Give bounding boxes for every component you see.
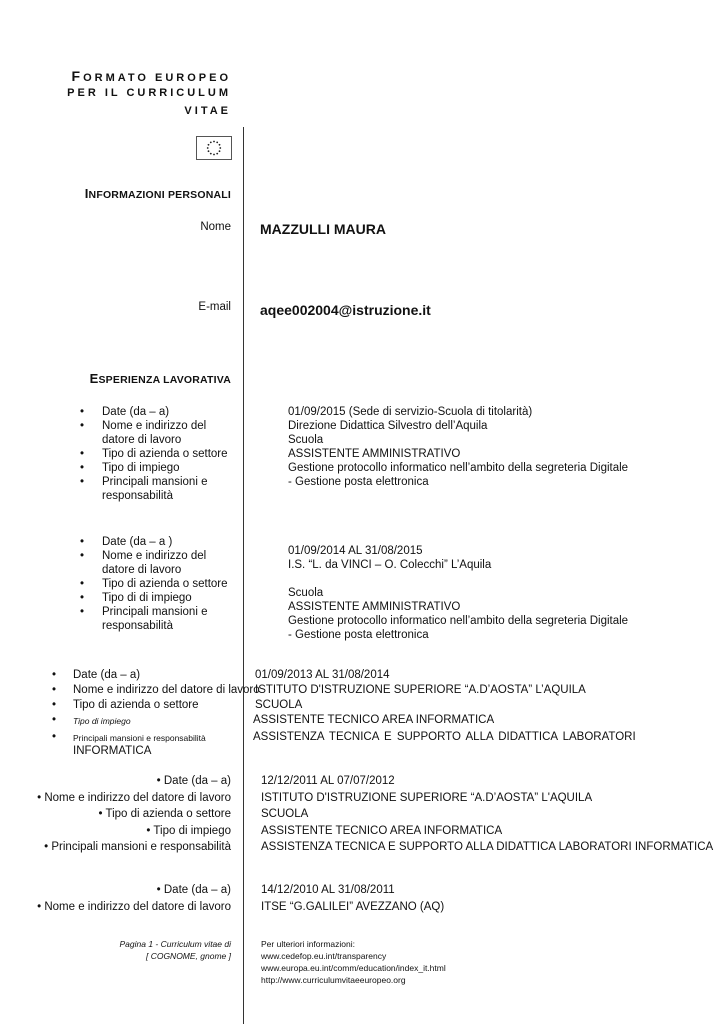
job-3-row-employer: •	[52, 684, 57, 696]
job-2-values	[288, 544, 628, 642]
column-divider	[243, 127, 244, 1024]
job-5-label-employer: • Nome e indirizzo del datore di lavoro	[37, 901, 231, 913]
job-3-row-sector: •	[52, 699, 57, 711]
job-4-value-sector: SCUOLA	[261, 808, 309, 820]
job-4-value-type: ASSISTENTE TECNICO AREA INFORMATICA	[261, 825, 503, 837]
section-cap: I	[84, 186, 89, 201]
job-4-label-duties: • Principali mansioni e responsabilità	[44, 841, 231, 853]
job-3-label-date: Date (da – a)	[73, 669, 141, 681]
job-1-values	[288, 405, 628, 489]
label-employer: • Nome e indirizzo del datore di lavoro	[80, 419, 230, 447]
job-4-value-employer: ISTITUTO D'ISTRUZIONE SUPERIORE “A.D’AOSTA” L'AQUILA	[261, 792, 593, 804]
job-3-row-type: •	[52, 714, 57, 726]
cv-title-line-1	[72, 68, 232, 84]
job-2-duties: Gestione protocollo informatico nell’ambito della segreteria Digitale	[288, 615, 629, 627]
job-4-label-employer: • Nome e indirizzo del datore di lavoro	[37, 792, 231, 804]
job-4-label-sector: • Tipo di azienda o settore	[98, 808, 231, 820]
job-4-value-duties: ASSISTENZA TECNICA E SUPPORTO ALLA DIDATTICA LABORATORI INFORMATICA	[261, 841, 714, 853]
job-3-row-duties: •	[52, 731, 57, 743]
name-value: MAZZULLI MAURA	[260, 221, 386, 237]
footer-links	[261, 938, 446, 986]
label-employer: • Nome e indirizzo del datore di lavoro	[80, 549, 230, 577]
footer-link-cedefop[interactable]: www.cedefop.eu.int/transparency	[261, 951, 387, 961]
job-1-role: ASSISTENTE AMMINISTRATIVO	[288, 448, 461, 460]
job-1-sector: Scuola	[288, 434, 324, 446]
label-duties: • Principali mansioni e responsabilità	[80, 475, 230, 503]
footer-info-heading: Per ulteriori informazioni:	[261, 939, 356, 949]
section-cap: E	[89, 371, 99, 386]
footer-page-info	[120, 938, 232, 962]
label-sector: • Tipo di azienda o settore	[80, 577, 230, 591]
job-2-role: ASSISTENTE AMMINISTRATIVO	[288, 601, 461, 613]
section-rest: NFORMAZIONI PERSONALI	[88, 189, 231, 201]
label-date: • Date (da – a )	[80, 535, 230, 549]
job-3-value-sector: SCUOLA	[255, 699, 303, 711]
job-1-duties-2: - Gestione posta elettronica	[288, 476, 429, 488]
label-date: • Date (da – a)	[80, 405, 230, 419]
job-4-label-date: • Date (da – a)	[156, 775, 231, 787]
job-1-employer: Direzione Didattica Silvestro dell’Aquila	[288, 420, 488, 432]
job-3-value-date: 01/09/2013 AL 31/08/2014	[255, 669, 390, 681]
job-2-date: 01/09/2014 AL 31/08/2015	[288, 545, 423, 557]
job-3-label-duties: Principali mansioni e responsabilità	[73, 733, 206, 743]
eu-flag-logo	[196, 136, 232, 160]
section-work-experience	[90, 371, 231, 386]
footer-page-line-2: [ COGNOME, gnome ]	[145, 951, 231, 961]
job-2-sector: Scuola	[288, 587, 324, 599]
job-3-label-sector: Tipo di azienda o settore	[73, 699, 199, 711]
job-3-value-employer: ISTITUTO D'ISTRUZIONE SUPERIORE “A.D’AOSTA” L’AQUILA	[255, 684, 586, 696]
job-3-label-employer: Nome e indirizzo del datore di lavoro	[73, 684, 260, 696]
email-value: aqee002004@istruzione.it	[260, 302, 431, 318]
job-1-date: 01/09/2015 (Sede di servizio-Scuola di titolarità)	[288, 406, 533, 418]
job-2-duties-2: - Gestione posta elettronica	[288, 629, 429, 641]
job-2-employer: I.S. “L. da VINCI – O. Colecchi” L’Aquila	[288, 559, 492, 571]
job-1-duties: Gestione protocollo informatico nell’ambito della segreteria Digitale	[288, 462, 629, 474]
job-4-value-date: 12/12/2011 AL 07/07/2012	[261, 775, 395, 787]
cv-title-cap: F	[71, 68, 84, 84]
label-duties: • Principali mansioni e responsabilità	[80, 605, 230, 633]
cv-title-line-2: PER IL CURRICULUM	[67, 87, 231, 99]
job-2-blank	[288, 572, 628, 586]
job-5-label-date: • Date (da – a)	[156, 884, 231, 896]
job-3-value-duties: ASSISTENZA TECNICA E SUPPORTO ALLA DIDATTICA LABORATORI	[253, 731, 636, 743]
job-3-row-date: •	[52, 669, 57, 681]
cv-title-line-3: VITAE	[184, 105, 231, 117]
label-job-type: • Tipo di impiego	[80, 461, 230, 475]
label-job-type: • Tipo di di impiego	[80, 591, 230, 605]
job-3-label-type: Tipo di impiego	[73, 716, 131, 726]
footer-page-line-1: Pagina 1 - Curriculum vitae di	[119, 939, 231, 949]
email-label: E-mail	[198, 301, 231, 313]
footer-link-cv-europeo[interactable]: http://www.curriculumvitaeeuropeo.org	[261, 975, 406, 985]
job-1-labels	[80, 405, 230, 503]
footer-link-europa[interactable]: www.europa.eu.int/comm/education/index_it.html	[261, 963, 446, 973]
cv-title-rest: ORMATO EUROPEO	[83, 72, 231, 84]
job-3-value-duties-overflow: INFORMATICA	[73, 745, 152, 757]
job-5-value-employer: ITSE “G.GALILEI” AVEZZANO (AQ)	[261, 901, 445, 913]
job-5-value-date: 14/12/2010 AL 31/08/2011	[261, 884, 395, 896]
job-4-label-type: • Tipo di impiego	[146, 825, 231, 837]
section-personal-info	[85, 186, 231, 201]
section-rest: SPERIENZA LAVORATIVA	[98, 374, 231, 386]
job-3-value-type: ASSISTENTE TECNICO AREA INFORMATICA	[253, 714, 495, 726]
name-label: Nome	[200, 221, 231, 233]
label-sector: • Tipo di azienda o settore	[80, 447, 230, 461]
job-2-labels	[80, 535, 230, 633]
